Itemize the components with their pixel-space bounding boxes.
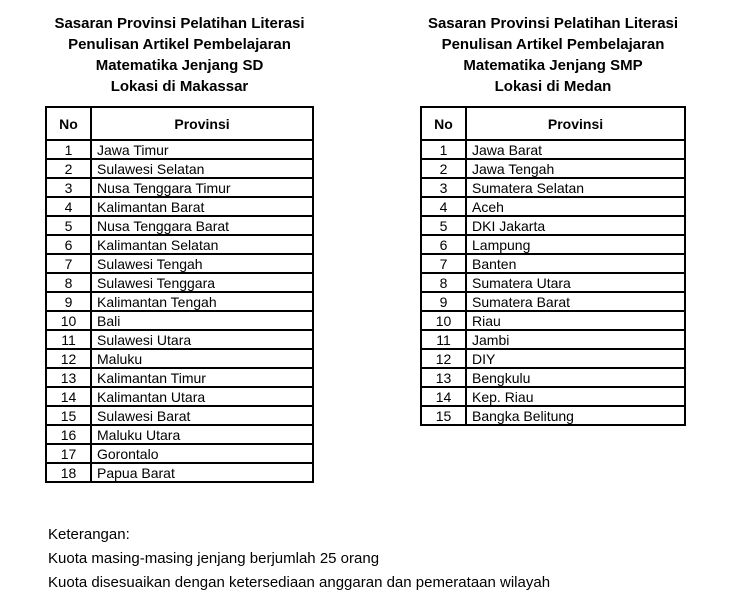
province-cell: Bangka Belitung xyxy=(466,406,685,425)
table-row xyxy=(46,197,313,216)
province-cell: Bengkulu xyxy=(466,368,685,387)
row-number-cell: 18 xyxy=(46,463,91,482)
table-header-row xyxy=(46,107,313,140)
table-row xyxy=(421,159,685,178)
row-number-cell: 14 xyxy=(46,387,91,406)
table-row xyxy=(46,216,313,235)
table-row xyxy=(46,254,313,273)
table-title-line: Sasaran Provinsi Pelatihan Literasi xyxy=(54,15,305,32)
province-cell: Kalimantan Selatan xyxy=(91,235,313,254)
row-number-cell: 7 xyxy=(421,254,466,273)
row-number-cell: 11 xyxy=(46,330,91,349)
section-smp-medan xyxy=(420,13,686,426)
province-cell: Sumatera Utara xyxy=(466,273,685,292)
row-number-cell: 5 xyxy=(46,216,91,235)
province-cell: Gorontalo xyxy=(91,444,313,463)
table-row xyxy=(421,368,685,387)
province-cell: Maluku xyxy=(91,349,313,368)
row-number-cell: 14 xyxy=(421,387,466,406)
province-cell: Sumatera Selatan xyxy=(466,178,685,197)
table-row xyxy=(46,349,313,368)
table-row xyxy=(46,159,313,178)
table-row xyxy=(46,178,313,197)
row-number-cell: 2 xyxy=(46,159,91,178)
table-title-line: Sasaran Provinsi Pelatihan Literasi xyxy=(427,15,679,32)
table-row xyxy=(46,425,313,444)
province-cell: Jawa Timur xyxy=(91,140,313,159)
notes-section xyxy=(48,523,550,595)
table-row xyxy=(46,406,313,425)
province-cell: Sumatera Barat xyxy=(466,292,685,311)
column-header-no: No xyxy=(421,107,466,140)
row-number-cell: 1 xyxy=(46,140,91,159)
province-cell: Sulawesi Barat xyxy=(91,406,313,425)
row-number-cell: 8 xyxy=(46,273,91,292)
row-number-cell: 17 xyxy=(46,444,91,463)
province-cell: Maluku Utara xyxy=(91,425,313,444)
row-number-cell: 13 xyxy=(421,368,466,387)
province-cell: Nusa Tenggara Timur xyxy=(91,178,313,197)
province-cell: Papua Barat xyxy=(91,463,313,482)
province-cell: Kep. Riau xyxy=(466,387,685,406)
table-header-row xyxy=(421,107,685,140)
table-title-line: Penulisan Artikel Pembelajaran xyxy=(68,36,291,53)
table-row xyxy=(421,216,685,235)
province-cell: Nusa Tenggara Barat xyxy=(91,216,313,235)
row-number-cell: 5 xyxy=(421,216,466,235)
row-number-cell: 9 xyxy=(421,292,466,311)
table-row xyxy=(46,311,313,330)
province-cell: Sulawesi Tengah xyxy=(91,254,313,273)
province-cell: Jawa Tengah xyxy=(466,159,685,178)
row-number-cell: 9 xyxy=(46,292,91,311)
row-number-cell: 3 xyxy=(46,178,91,197)
province-cell: Jawa Barat xyxy=(466,140,685,159)
province-cell: Kalimantan Tengah xyxy=(91,292,313,311)
province-cell: Aceh xyxy=(466,197,685,216)
row-number-cell: 11 xyxy=(421,330,466,349)
row-number-cell: 12 xyxy=(421,349,466,368)
table-row xyxy=(421,292,685,311)
row-number-cell: 13 xyxy=(46,368,91,387)
province-cell: Sulawesi Selatan xyxy=(91,159,313,178)
table-row xyxy=(46,444,313,463)
row-number-cell: 8 xyxy=(421,273,466,292)
row-number-cell: 10 xyxy=(46,311,91,330)
row-number-cell: 10 xyxy=(421,311,466,330)
row-number-cell: 12 xyxy=(46,349,91,368)
table-row xyxy=(421,254,685,273)
table-title-line: Matematika Jenjang SD xyxy=(95,57,264,74)
province-cell: Kalimantan Utara xyxy=(91,387,313,406)
table-row xyxy=(421,197,685,216)
row-number-cell: 15 xyxy=(421,406,466,425)
table-row xyxy=(46,330,313,349)
row-number-cell: 1 xyxy=(421,140,466,159)
province-table-smp xyxy=(420,106,686,426)
province-cell: Jambi xyxy=(466,330,685,349)
row-number-cell: 15 xyxy=(46,406,91,425)
province-cell: Riau xyxy=(466,311,685,330)
table-row xyxy=(421,387,685,406)
row-number-cell: 4 xyxy=(46,197,91,216)
column-header-no: No xyxy=(46,107,91,140)
table-row xyxy=(46,235,313,254)
province-cell: Kalimantan Barat xyxy=(91,197,313,216)
province-cell: Kalimantan Timur xyxy=(91,368,313,387)
table-row xyxy=(421,349,685,368)
table-title-line: Lokasi di Makassar xyxy=(110,78,249,95)
table-title-smp xyxy=(420,13,686,97)
table-row xyxy=(421,178,685,197)
table-row xyxy=(421,330,685,349)
notes-line: Kuota disesuaikan dengan ketersediaan anggaran dan pemerataan wilayah xyxy=(48,574,551,591)
table-row xyxy=(46,140,313,159)
table-row xyxy=(46,463,313,482)
column-header-provinsi: Provinsi xyxy=(91,107,313,140)
table-row xyxy=(421,140,685,159)
province-cell: DKI Jakarta xyxy=(466,216,685,235)
table-row xyxy=(421,273,685,292)
section-sd-makassar xyxy=(45,13,314,483)
notes-heading: Keterangan: xyxy=(48,526,130,543)
column-header-provinsi: Provinsi xyxy=(466,107,685,140)
province-cell: Sulawesi Tenggara xyxy=(91,273,313,292)
row-number-cell: 16 xyxy=(46,425,91,444)
province-cell: Banten xyxy=(466,254,685,273)
province-cell: Sulawesi Utara xyxy=(91,330,313,349)
table-row xyxy=(421,406,685,425)
table-row xyxy=(46,368,313,387)
table-title-line: Penulisan Artikel Pembelajaran xyxy=(441,36,665,53)
table-row xyxy=(46,387,313,406)
row-number-cell: 2 xyxy=(421,159,466,178)
table-title-line: Matematika Jenjang SMP xyxy=(463,57,643,74)
row-number-cell: 6 xyxy=(421,235,466,254)
row-number-cell: 4 xyxy=(421,197,466,216)
table-row xyxy=(421,311,685,330)
row-number-cell: 6 xyxy=(46,235,91,254)
table-row xyxy=(46,292,313,311)
province-table-sd xyxy=(45,106,314,483)
table-row xyxy=(421,235,685,254)
province-cell: Bali xyxy=(91,311,313,330)
notes-line: Kuota masing-masing jenjang berjumlah 25 orang xyxy=(48,550,380,567)
table-title-line: Lokasi di Medan xyxy=(494,78,612,95)
table-row xyxy=(46,273,313,292)
row-number-cell: 3 xyxy=(421,178,466,197)
row-number-cell: 7 xyxy=(46,254,91,273)
table-title-sd xyxy=(45,13,314,97)
province-cell: Lampung xyxy=(466,235,685,254)
province-cell: DIY xyxy=(466,349,685,368)
